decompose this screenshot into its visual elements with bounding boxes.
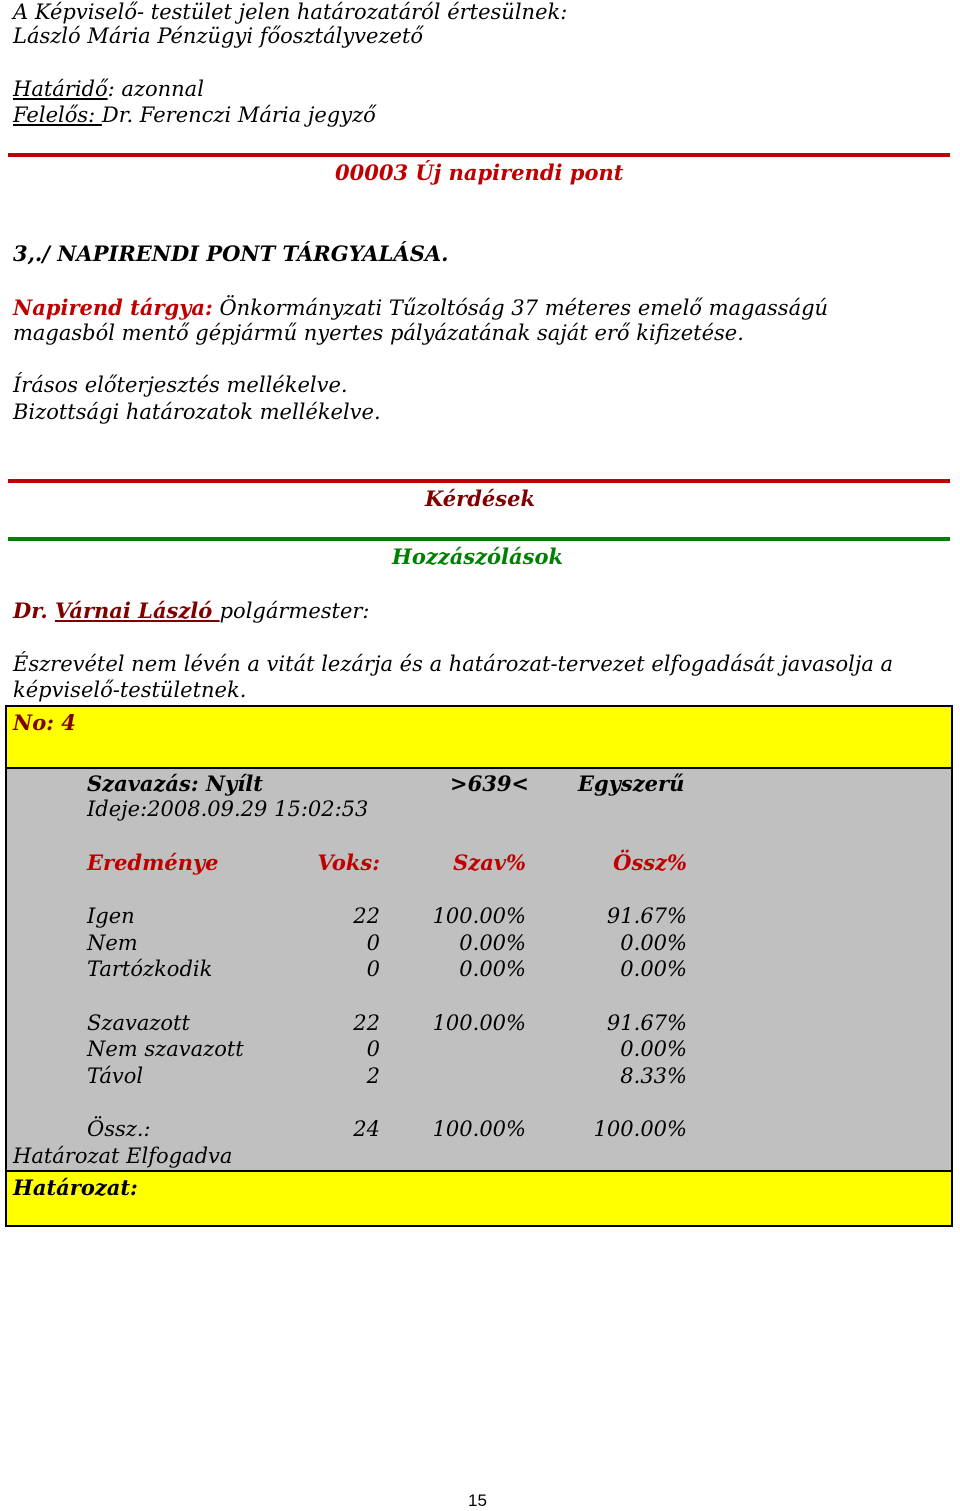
speech-line2: képviselő-testületnek. [13,678,247,702]
page-number: 15 [468,1491,487,1510]
agenda-text-2: magasból mentő gépjármű nyertes pályázatának saját erő kifizetése. [13,321,744,345]
comments-heading: Hozzászólások [392,544,564,569]
red-divider-questions [8,479,950,483]
row-tartozkodik-szav: 0.00% [459,957,526,981]
attachment-2: Bizottsági határozatok mellékelve. [13,400,381,424]
row-igen-voks: 22 [353,904,380,928]
speaker-name: Várnai László [54,598,220,623]
row-tartozkodik-voks: 0 [366,957,380,981]
responsible-line [13,103,376,127]
green-divider-comments [8,537,950,541]
col-ossz: Össz% [613,850,687,875]
col-voks: Voks: [317,850,380,875]
row-tartozkodik-ossz: 0.00% [620,957,687,981]
deadline-value: : azonnal [107,77,204,101]
new-item-title: 00003 Új napirendi pont [335,160,624,185]
row-nem-szavazott-label: Nem szavazott [87,1037,244,1061]
row-total-label: Össz.: [87,1117,151,1141]
row-tavol-ossz: 8.33% [620,1064,687,1088]
vote-type: Szavazás: Nyílt [87,771,263,796]
vote-mode: Egyszerű [578,771,685,796]
row-igen-ossz: 91.67% [606,904,687,928]
row-nem-ossz: 0.00% [620,931,687,955]
responsible-value: Dr. Ferenczi Mária jegyző [101,103,376,127]
speaker-prefix: Dr. [13,598,55,623]
row-total-voks: 24 [353,1117,380,1141]
row-szavazott-ossz: 91.67% [606,1011,687,1035]
row-total-ossz: 100.00% [593,1117,687,1141]
row-tavol-voks: 2 [366,1064,380,1088]
row-tartozkodik-label: Tartózkodik [87,957,213,981]
row-nem-voks: 0 [366,931,380,955]
row-szavazott-label: Szavazott [87,1011,190,1035]
section-title: 3,./ NAPIRENDI PONT TÁRGYALÁSA. [13,241,449,266]
row-tavol-label: Távol [87,1064,144,1088]
speech-line1: Észrevétel nem lévén a vitát lezárja és a határozat-tervezet elfogadását javasolja a [13,652,894,676]
vote-code: >639< [450,771,530,796]
vote-yellow-top [7,707,951,767]
red-divider-top [8,153,950,157]
row-nem-label: Nem [87,931,138,955]
speaker-line [13,598,370,623]
deadline-line [13,77,204,101]
speaker-role: polgármester: [219,599,370,623]
responsible-label: Felelős: [13,103,102,127]
vote-time: Ideje:2008.09.29 15:02:53 [87,797,369,821]
questions-heading: Kérdések [425,486,535,511]
notify-line: A Képviselő- testület jelen határozatáról értesülnek: [13,0,568,24]
vote-result: Határozat Elfogadva [13,1144,233,1168]
col-szav: Szav% [453,850,526,875]
row-nem-szavazott-voks: 0 [366,1037,380,1061]
row-nem-szavazott-ossz: 0.00% [620,1037,687,1061]
row-igen-label: Igen [87,904,135,928]
col-result: Eredménye [87,850,219,875]
decision-label: Határozat: [13,1175,138,1200]
deadline-label: Határidő [13,77,108,101]
row-nem-szav: 0.00% [459,931,526,955]
row-igen-szav: 100.00% [432,904,526,928]
attachment-1: Írásos előterjesztés mellékelve. [13,373,348,397]
notify-person: László Mária Pénzügyi főosztályvezető [13,24,424,48]
agenda-label: Napirend tárgya: [13,295,213,320]
agenda-line1 [13,295,828,320]
row-total-szav: 100.00% [432,1117,526,1141]
vote-yellow-bottom [7,1172,951,1225]
vote-number: No: 4 [13,710,76,735]
row-szavazott-voks: 22 [353,1011,380,1035]
row-szavazott-szav: 100.00% [432,1011,526,1035]
agenda-text-1: Önkormányzati Tűzoltóság 37 méteres emelő magasságú [212,296,829,320]
